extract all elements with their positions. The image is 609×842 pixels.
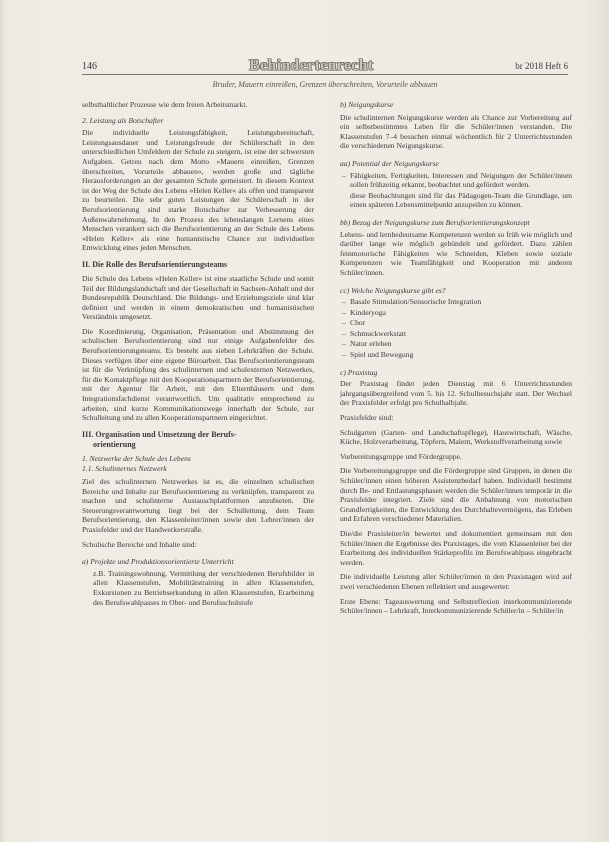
list-item: – Natur erleben	[342, 339, 392, 349]
course-list	[340, 297, 572, 360]
list-item: – Spiel und Bewegung	[342, 350, 414, 360]
list-item: – Schmuckwerkstatt	[342, 328, 407, 338]
section-heading-line: orientierung	[93, 439, 136, 449]
paragraph: Die/die Praxisleiter/in bewertet und dokumentiert gemeinsam mit den Schüler/innen die Ergebnisse des Praxistages, die vom Klassenleiter bei der Erarbeitung des individuellen Stärkeprofils im Berufswahlpass eingebracht werden.	[340, 528, 572, 567]
paragraph: Die schulinternen Neigungskurse werden als Chance zur Vorbereitung auf ein selbstbestimmtes Leben für die Schüler/innen verstanden. Die Klassenstufen 7–4 besuchen einmal wöchentlich für 2 Unterrichtsstunden die verschiedenen Neigungskurse.	[340, 112, 572, 151]
paragraph: Ziel des schulinternen Netzwerkes ist es, die einzelnen schulischen Bereiche und Inhalte zur Berufsorientierung zu verknüpfen, transparent zu machen und schulinterne Austauschplattformen anzubieten. Die Steuerungsverantwortung liegt bei der Schulleitung, dem Team Berufsorientierung, den Klassenleiter/innen sowie den Lehrer/innen der Praxisfelder und der Handwerkerstraße.	[82, 477, 314, 534]
list-item: diese Beobachtungen sind für das Pädagogen-Team die Grundlage, um einen späteren Lebensmittelpunkt anzupeilen zu können.	[350, 190, 572, 210]
potential-list	[340, 171, 572, 210]
paragraph: Lebens- und lernbedeutsame Kompetenzen werden so früh wie möglich und darüber lange wie möglich gebündelt und gefördert. Dazu zählen feinmotorische Fähigkeiten wie Schneiden, Kleben sowie soziale Kompetenzen wie Teamfähigkeit und Kooperation mit anderen Schüler/innen.	[340, 229, 572, 277]
subsection-heading: c) Praxistag	[340, 367, 378, 377]
subsection-heading: a) Projekte und Produktionsorientierte Unterricht	[82, 557, 234, 567]
journal-title: Behindertenrecht	[249, 57, 374, 74]
paragraph: Vorbereitungsgruppe und Fördergruppe.	[340, 451, 462, 461]
paragraph: Die Koordinierung, Organisation, Präsentation und Abstimmung der schulischen Berufsorientierung sind nur einige Aufgabenfelder des Berufsorientierungsteams. Es besteht aus sieben Lehrkräften der Schule. Dieses verfügen über eine eigene Büroarbeit. Das Berufsorientierungsteam ist für die Verknüpfung des schulinternen und schulexternen Netzwerkes, für die Kontaktpflege mit den Kooperationspartnern der Berufsorientierung, mit der Agentur für Arbeit, mit den Elternhäusern und dem Integrationsfachdienst verantwortlich. Um qualitativ entsprechend zu arbeiten, sind kurze Kommunikationswege innerhalb der Schule, zur Schulleitung und zu allen Kooperationspartnern eingerichtet.	[82, 326, 314, 423]
list-item: – Kinderyoga	[342, 307, 386, 317]
left-column	[82, 100, 314, 612]
list-item: – Basale Stimulation/Sensorische Integration	[342, 297, 482, 307]
subsection-heading: 1. Netzwerke der Schule des Lebens	[82, 453, 191, 463]
subsection-heading: 1.1. Schulinternes Netzwerk	[82, 464, 167, 474]
page-header	[82, 58, 568, 76]
paragraph: Praxisfelder sind:	[340, 413, 394, 423]
paragraph: Die Vorbereitungsgruppe und die Fördergruppe sind Gruppen, in denen die Schüler/innen einen höheren Assistenzbedarf haben. Individuell bestimmt durch Be- und Entlastungsphasen werden die Schüler/innen temporär in die Praxisfelder integriert. Ziele sind die Anbahnung von motorischen Grundfertigkeiten, die Entwicklung des Durchhaltevermögens, das Erleben und Erfahren verschiedener Materialien.	[340, 466, 572, 524]
subsection-heading: b) Neigungskurse	[340, 100, 394, 109]
paragraph: Schulische Bereiche und Inhalte sind:	[82, 539, 197, 549]
subsection-heading: cc) Welche Neigungskurse gibt es?	[340, 285, 446, 295]
right-column	[340, 100, 572, 621]
list-item: – Chor	[342, 318, 366, 328]
page-number: 146	[82, 61, 97, 72]
subsection-heading: aa) Potential der Neigungskurse	[340, 158, 439, 168]
paragraph: Die individuelle Leistung aller Schüler/innen in den Praxistagen wird auf zwei verschiedenen Ebenen reflektiert und ausgewertet:	[340, 572, 572, 591]
authors-line: Bruder, Mauern einreißen, Grenzen überschreiten, Vorurteile abbauen	[212, 80, 438, 89]
paragraph: Erste Ebene: Tageauswertung und Selbstreflexion interkommunizierende Schüler/innen – Lehrkraft, Interkommunizierende Schüler/in – Schüler/in	[340, 596, 572, 616]
header-rule	[82, 74, 568, 75]
section-heading: 2. Leistung als Botschafter	[82, 115, 164, 125]
issue-label: br 2018 Heft 6	[515, 61, 568, 71]
paragraph: selbsthaltlicher Prozesse wie dem freien Arbeitsmarkt.	[82, 100, 248, 109]
subsection-heading: bb) Bezug der Neigungskurse zum Berufsorientierungskonzept	[340, 217, 530, 227]
section-heading: II. Die Rolle des Berufsorientierungsteams	[82, 259, 228, 269]
paragraph: Die individuelle Leistungsfähigkeit, Leistungsbereitschaft, Leistungsausdauer und Leistungsfreude der Schülerschaft in den unterschiedlichen Umfeldern der Schule zu steigern, ist eine der schwersten Aufgaben. Getreu nach dem Motto »Mauern einreißen, Grenzen überschreiten, Vorurteile abbauen«, werden große und tägliche Herausforderungen an der gesamten Schule gemeistert. In diesem Kontext ist der Weg der Schule des Lebens »Helen Keller« als offen und transparent zu beurteilen. Die sehr guten Leistungen der Schülerschaft in der Berufsorientierung sind starke Botschafter zur Verbesserung der Außenwahrnehmung. In den Prozess des lebenslangen Lernens eines Menschen verankert sich die Berufsorientierung an der Schule des Lebens »Helen Keller« als eine humanistische Chance zur individuellen Entwicklung eines jeden Menschen.	[82, 128, 314, 253]
section-heading-line: III. Organisation und Umsetzung der Berufs-	[82, 429, 237, 439]
paragraph: Schulgarten (Garten- und Landschaftspflege), Hauswirtschaft, Wäsche, Küche, Holzverarbeitung, Töpfern, Malern, Werkstoffverarbeitung sowie	[340, 427, 572, 447]
paragraph: Die Schule des Lebens »Helen Keller« ist eine staatliche Schule und somit Teil der Bildungslandschaft und der Gesellschaft in Sachsen-Anhalt und der Bundesrepublik Deutschland. Die Bildungs- und Erziehungsziele sind klar definiert und werden in einem demokratischen und humanistischen Verständnis umgesetzt.	[82, 273, 314, 322]
section-heading	[82, 430, 314, 450]
list-item: – Fähigkeiten, Fertigkeiten, Interessen und Neigungen der Schüler/innen sollen frühzeitig erkannt, beobachtet und gefördert werden.	[342, 170, 572, 190]
paragraph: z.B. Trainingswohnung, Vermittlung der verschiedenen Berufsbilder in allen Klassenstufen, Mobilitätstraining in allen Klassenstufen, Exkursionen zu Betriebserkundung in allen Klassenstufen, Erarbeitung des Berufswahlpasses in Ober- und Berufsschulstufe	[93, 568, 314, 607]
paragraph: Der Praxistag findet jeden Dienstag mit 6 Unterrichtsstunden jahrgangsübergreifend vom 5. bis 12. Schulbesuchsjahr statt. Der Wechsel der Praxisfelder erfolgt pro Schulhalbjahr.	[340, 379, 572, 408]
